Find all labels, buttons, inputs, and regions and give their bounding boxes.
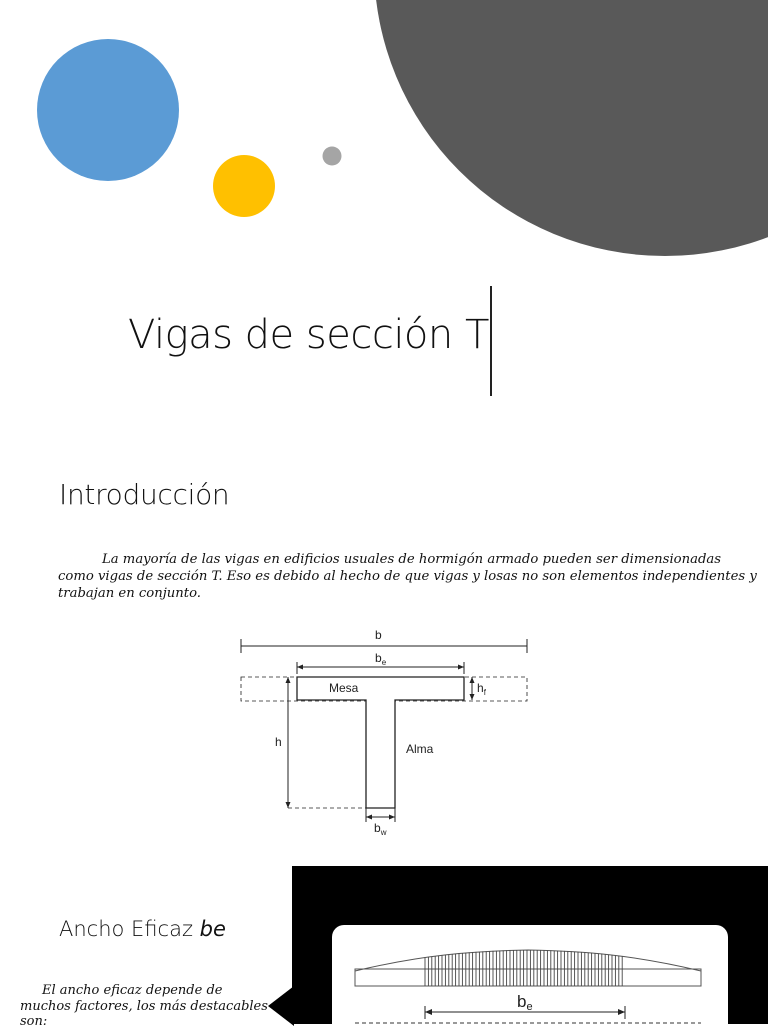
be-dim-label: be [517,992,533,1013]
intro-heading: Introducción [59,478,230,511]
title-accent-bar [490,286,492,396]
dark-grey-circle [374,0,768,256]
yellow-circle [213,155,275,217]
panel-pointer [268,986,294,1026]
mesa-label: Mesa [329,681,359,695]
decorative-circles [0,0,768,260]
ancho-paragraph-text: El ancho eficaz depende de muchos factores, los más destacables son: [20,983,268,1029]
intro-paragraph-text: La mayoría de las vigas en edificios usuales de hormigón armado pueden ser dimensionadas como vigas de sección T. Eso es debido al hecho de que vigas y losas no son elementos independientes y trabajan en conjunto. [58,552,757,601]
effective-width-diagram [332,925,728,1024]
ancho-heading-italic: be [199,917,226,941]
dim-be-label: $b_e$ [375,651,387,667]
dim-b-label: b [375,628,382,642]
t-section-diagram [230,622,540,842]
ancho-heading-text: Ancho Eficaz [59,917,200,941]
slide-title: Vigas de sección T [128,312,489,358]
dim-bw-label: $b_w$ [374,821,387,837]
ancho-eficaz-heading [59,917,226,941]
intro-paragraph [58,551,758,602]
t-beam-outline [297,677,464,808]
dim-hf-label: $h_f$ [477,681,486,697]
dim-h-label: h [275,735,282,749]
alma-label: Alma [406,742,434,756]
blue-circle [37,39,179,181]
ancho-paragraph [20,983,270,1030]
grey-dot [323,147,342,166]
